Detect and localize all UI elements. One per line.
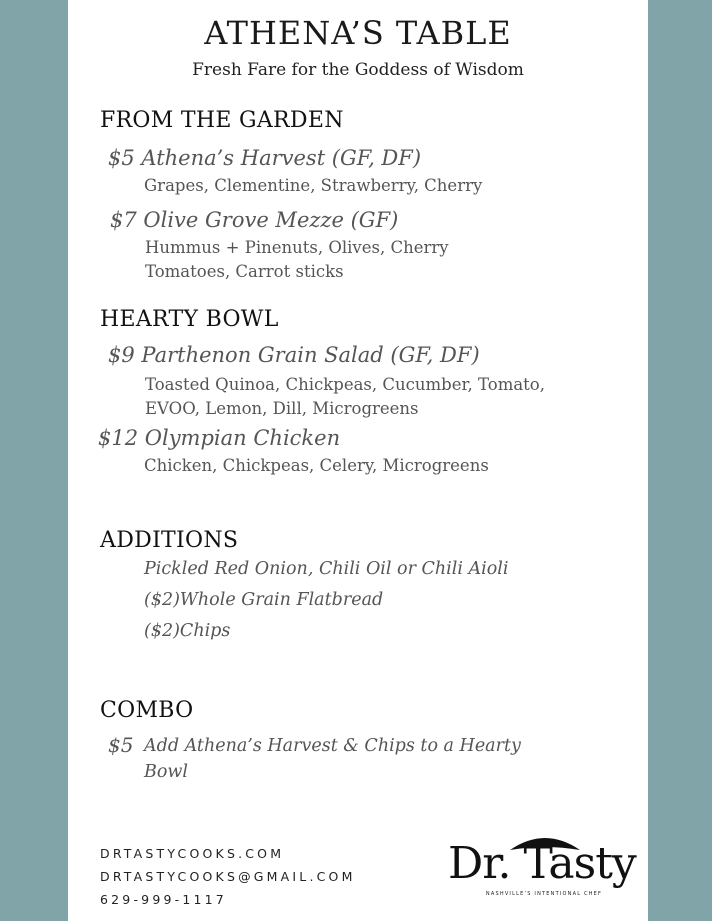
logo-wordmark: Dr. Tasty	[448, 838, 636, 889]
menu-item-desc: Tomatoes, Carrot sticks	[145, 262, 344, 281]
section-heading-combo: COMBO	[100, 698, 194, 723]
menu-item-desc: Grapes, Clementine, Strawberry, Cherry	[144, 176, 483, 195]
section-heading-additions: ADDITIONS	[100, 528, 239, 553]
combo-price: $5	[108, 733, 134, 757]
addition-item: ($2)Whole Grain Flatbread	[144, 590, 384, 610]
menu-item-desc: EVOO, Lemon, Dill, Microgreens	[145, 399, 419, 418]
contact-email: DRTASTYCOOKS@GMAIL.COM	[100, 869, 356, 884]
menu-item-desc: Toasted Quinoa, Chickpeas, Cucumber, Tomato,	[145, 375, 545, 394]
menu-page	[68, 0, 648, 921]
menu-item-desc: Chicken, Chickpeas, Celery, Microgreens	[144, 456, 489, 475]
dr-tasty-logo	[448, 838, 638, 904]
addition-item: ($2)Chips	[144, 621, 231, 641]
addition-item: Pickled Red Onion, Chili Oil or Chili Aioli	[144, 559, 509, 579]
combo-desc: Add Athena’s Harvest & Chips to a Hearty Bowl	[144, 736, 521, 782]
logo-tagline: NASHVILLE’S INTENTIONAL CHEF	[485, 891, 603, 897]
menu-item-desc: Hummus + Pinenuts, Olives, Cherry	[145, 238, 449, 257]
section-heading-garden: FROM THE GARDEN	[100, 108, 344, 133]
menu-item-title: $12 Olympian Chicken	[98, 426, 341, 450]
menu-item-title: $9 Parthenon Grain Salad (GF, DF)	[108, 343, 480, 367]
section-heading-bowl: HEARTY BOWL	[100, 307, 279, 332]
menu-title: ATHENA’S TABLE	[204, 14, 512, 52]
menu-item-title: $5 Athena’s Harvest (GF, DF)	[108, 146, 422, 170]
contact-phone: 629-999-1117	[100, 892, 227, 907]
menu-item-title: $7 Olive Grove Mezze (GF)	[110, 208, 399, 232]
menu-subtitle: Fresh Fare for the Goddess of Wisdom	[192, 60, 524, 80]
contact-website: DRTASTYCOOKS.COM	[100, 846, 285, 861]
